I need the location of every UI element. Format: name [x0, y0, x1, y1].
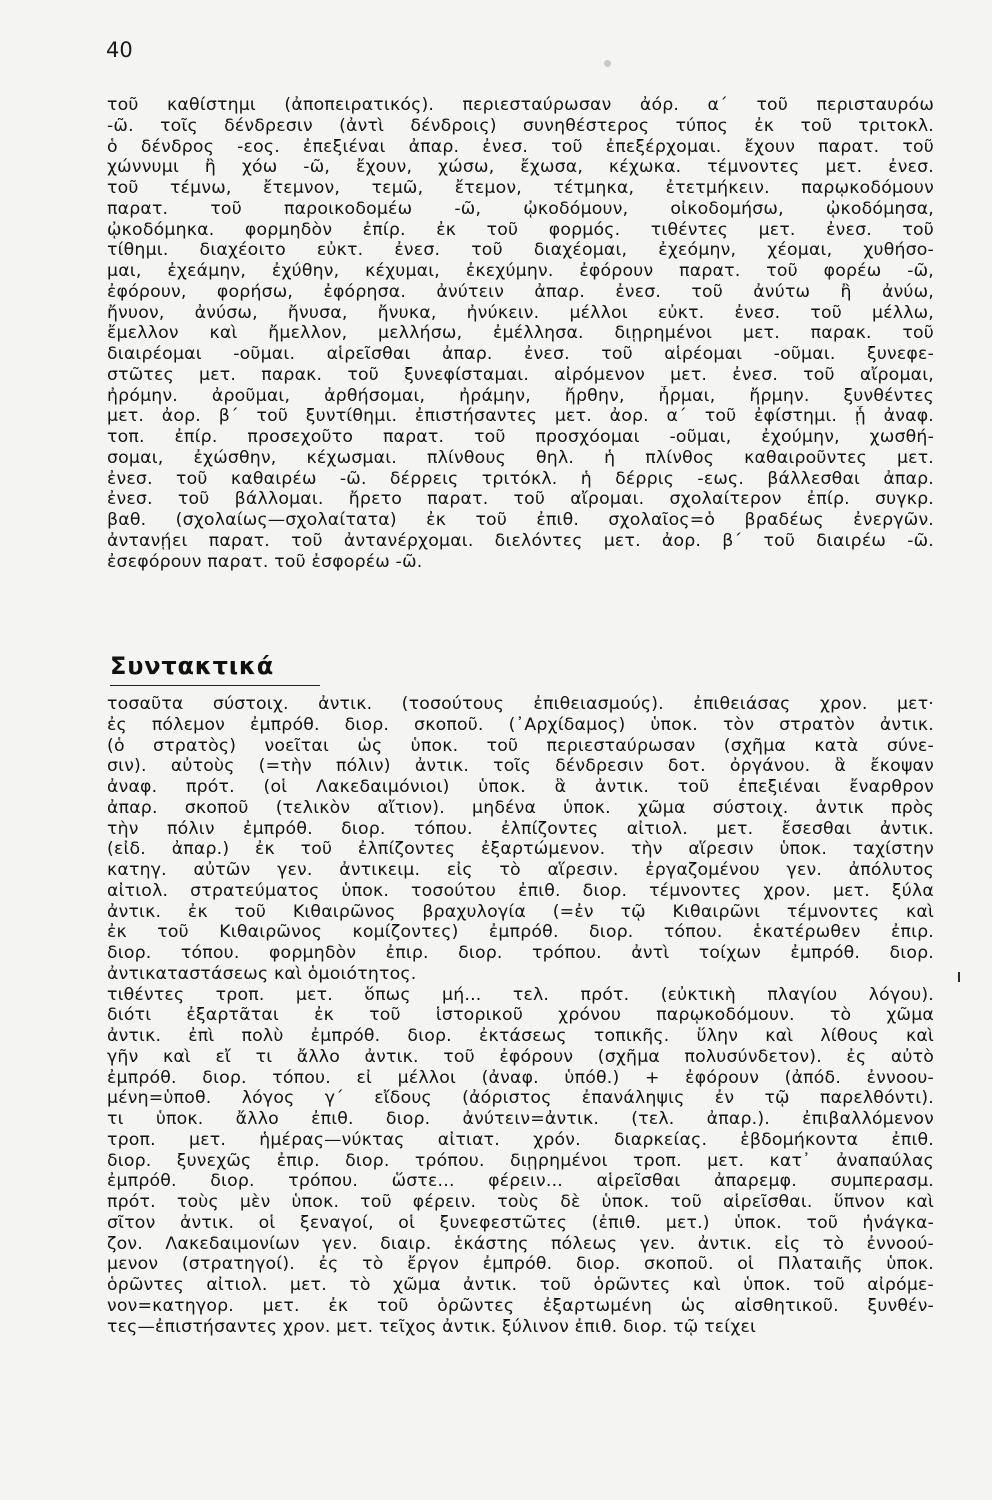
text-line: πρότ. τοὺς μὲν ὑποκ. τοῦ φέρειν. τοὺς δὲ ὑποκ. τοῦ αἱρεῖσθαι. ὕπνον καὶ — [107, 1192, 934, 1212]
text-line: τροπ. μετ. ἡμέρας—νύκτας αἰτιατ. χρόν. διαρκείας. ἑβδομήκοντα ἐπιθ. — [107, 1129, 934, 1150]
text-line: χώννυμι ἢ χόω -ῶ, ἔχουν, χώσω, ἔχωσα, κέχωκα. τέμνοντες μετ. ἐνεσ. — [107, 157, 934, 178]
text-line: διορ. ξυνεχῶς ἐπιρ. διορ. τρόπου. διῃρημένοι τροπ. μετ. κατ᾿ ἀναπαύλας — [107, 1150, 934, 1171]
text-line: ἀντικ. ἐκ τοῦ Κιθαιρῶνος βραχυλογία (=ἐν τῷ Κιθαιρῶνι τέμνοντες καὶ — [107, 901, 934, 922]
syntax-paragraph — [107, 694, 934, 1337]
text-line: παρατ. τοῦ παροικοδομέω -ῶ, ᾠκοδόμουν, οἰκοδομήσω, ᾠκοδόμησα, — [107, 198, 934, 219]
text-line: (εἰδ. ἀπαρ.) ἐκ τοῦ ἐλπίζοντες ἐξαρτώμενον. τὴν αἵρεσιν ὑποκ. ταχίστην — [107, 839, 934, 860]
text-line: ἔμελλον καὶ ἤμελλον, μελλήσω, ἐμέλλησα. διῃρημένοι μετ. παρακ. τοῦ — [107, 323, 934, 344]
text-line: στῶτες μετ. παρακ. τοῦ ξυνεφίσταμαι. αἰρόμενον μετ. ἐνεσ. τοῦ αἴρομαι, — [107, 364, 934, 385]
page-number: 40 — [106, 38, 133, 62]
text-line: (ὁ στρατὸς) νοεῖται ὡς ὑποκ. τοῦ περιεσταύρωσαν (σχῆμα κατὰ σύνε- — [107, 735, 934, 756]
text-line: -ῶ. τοῖς δένδρεσιν (ἀντὶ δένδροις) συνηθέστερος τύπος ἐκ τοῦ τριτοκλ. — [107, 115, 934, 136]
text-line: ἠρόμην. ἀροῦμαι, ἀρθήσομαι, ἠράμην, ἤρθην, ἦρμαι, ἤρμην. ξυνθέντες — [107, 385, 934, 406]
text-line: ἐσεφόρουν παρατ. τοῦ ἐσφορέω -ῶ. — [107, 551, 423, 572]
text-line: μετ. ἀορ. β΄ τοῦ ξυντίθημι. ἐπιστήσαντες μετ. ἀορ. α΄ τοῦ ἐφίστημι. ᾗ ἀναφ. — [107, 406, 934, 427]
text-line: διαιρέομαι -οῦμαι. αἱρεῖσθαι ἀπαρ. ἐνεσ. τοῦ αἱρέομαι -οῦμαι. ξυνεφε- — [107, 344, 934, 364]
text-line: σιν). αὐτοὺς (=τὴν πόλιν) ἀντικ. τοῖς δένδρεσιν δοτ. ὀργάνου. ἃ ἔκοψαν — [107, 756, 934, 777]
text-line: ἐφόρουν, φορήσω, ἐφόρησα. ἀνύτειν ἀπαρ. ἐνεσ. τοῦ ἀνύτω ἢ ἀνύω, — [107, 281, 934, 302]
margin-mark — [958, 972, 960, 982]
text-line: μένη=ὑποθ. λόγος γ΄ εἴδους (ἀόριστος ἐπανάληψις ἐν τῷ παρελθόντι). — [107, 1088, 934, 1109]
text-line: αἰτιολ. στρατεύματος ὑποκ. τοσούτου ἐπιθ. διορ. τέμνοντες χρον. μετ. ξύλα — [107, 880, 934, 901]
text-line: γῆν καὶ εἴ τι ἄλλο ἀντικ. τοῦ ἐφόρουν (σχῆμα πολυσύνδετον). ἐς αὐτὸ — [107, 1046, 934, 1067]
text-line: κατηγ. αὐτῶν γεν. ἀντικειμ. εἰς τὸ αἵρεσιν. ἐργαζομένου γεν. ἀπόλυτος — [107, 860, 934, 880]
text-line: ἐμπρόθ. διορ. τρόπου. ὥστε... φέρειν... αἱρεῖσθαι ἀπαρεμφ. συμπερασμ. — [107, 1171, 934, 1192]
text-line: ὁρῶντες αἰτιολ. μετ. τὸ χῶμα ἀντικ. τοῦ ὁρῶντες καὶ ὑποκ. τοῦ αἰρόμε- — [107, 1275, 934, 1295]
text-line: ὁ δένδρος -εος. ἐπεξιέναι ἀπαρ. ἐνεσ. τοῦ ἐπεξέρχομαι. ἔχουν παρατ. τοῦ — [107, 136, 934, 157]
text-line: τιθέντες τροπ. μετ. ὅπως μή... τελ. πρότ. (εὐκτικὴ πλαγίου λόγου). — [107, 984, 934, 1005]
text-line: διότι ἐξαρτᾶται ἐκ τοῦ ἱστορικοῦ χρόνου παρῳκοδόμουν. τὸ χῶμα — [107, 1005, 934, 1026]
text-line: μαι, ἐχεάμην, ἐχύθην, κέχυμαι, ἐκεχύμην. ἐφόρουν παρατ. τοῦ φορέω -ῶ, — [107, 261, 934, 281]
text-line: νον=κατηγορ. μετ. ἐκ τοῦ ὁρῶντες ἐξαρτωμένη ὡς αἰσθητικοῦ. ξυνθέν- — [107, 1295, 934, 1316]
section-heading: Συντακτικά — [110, 652, 275, 680]
text-line: τὴν πόλιν ἐμπρόθ. διορ. τόπου. ἐλπίζοντες αἰτιολ. μετ. ἔσεσθαι ἀντικ. — [107, 818, 934, 839]
text-line: σομαι, ἐχώσθην, κέχωσμαι. πλίνθους θηλ. ἡ πλίνθος καθαιροῦντες μετ. — [107, 447, 934, 468]
text-line: τες—ἐπιστήσαντες χρον. μετ. τεῖχος ἀντικ. ξύλινον ἐπιθ. διορ. τῷ τείχει — [107, 1316, 757, 1337]
text-line: ἀντικαταστάσεως καὶ ὁμοιότητος. — [107, 963, 417, 984]
text-line: διορ. τόπου. φορμηδὸν ἐπιρ. διορ. τρόπου. ἀντὶ τοίχων ἐμπρόθ. διορ. — [107, 943, 934, 963]
text-line: ἀναφ. πρότ. (οἱ Λακεδαιμόνιοι) ὑποκ. ἃ ἀντικ. τοῦ ἐπεξιέναι ἔναρθρον — [107, 777, 934, 797]
text-line: τοπ. ἐπίρ. προσεχοῦτο παρατ. τοῦ προσχόομαι -οῦμαι, ἐχούμην, χωσθή- — [107, 427, 934, 447]
vocabulary-paragraph — [107, 95, 934, 572]
text-line: μενον (στρατηγοί). ἐς τὸ ἔργον ἐμπρόθ. διορ. σκοποῦ. οἱ Πλαταιῆς ὑποκ. — [107, 1254, 934, 1275]
text-line: βαθ. (σχολαίως—σχολαίτατα) ἐκ τοῦ ἐπιθ. σχολαῖος=ὁ βραδέως ἐνεργῶν. — [107, 510, 934, 530]
paper-speck — [604, 60, 611, 67]
text-line: σῖτον ἀντικ. οἱ ξεναγοί, οἱ ξυνεφεστῶτες (ἐπιθ. μετ.) ὑποκ. τοῦ ἠνάγκα- — [107, 1212, 934, 1233]
text-line: ἀντικ. ἐπὶ πολὺ ἐμπρόθ. διορ. ἐκτάσεως τοπικῆς. ὕλην καὶ λίθους καὶ — [107, 1026, 934, 1046]
text-line: ἀντανῄει παρατ. τοῦ ἀντανέρχομαι. διελόντες μετ. ἀορ. β΄ τοῦ διαιρέω -ῶ. — [107, 530, 934, 551]
text-line: ἐμπρόθ. διορ. τόπου. εἰ μέλλοι (ἀναφ. ὑπόθ.) + ἐφόρουν (ἀπόδ. ἐννοου- — [107, 1067, 934, 1088]
text-line: ἐκ τοῦ Κιθαιρῶνος κομίζοντες) ἐμπρόθ. διορ. τόπου. ἑκατέρωθεν ἐπιρ. — [107, 922, 934, 943]
text-line: ἐς πόλεμον ἐμπρόθ. διορ. σκοποῦ. (᾿Αρχίδαμος) ὑποκ. τὸν στρατὸν ἀντικ. — [107, 714, 934, 735]
text-line: τοῦ τέμνω, ἔτεμνον, τεμῶ, ἔτεμον, τέτμηκα, ἐτετμήκειν. παρῳκοδόμουν — [107, 178, 934, 198]
text-line: ἀπαρ. σκοποῦ (τελικὸν αἴτιον). μηδένα ὑποκ. χῶμα σύστοιχ. ἀντικ πρὸς — [107, 797, 934, 818]
text-line: τίθημι. διαχέοιτο εὐκτ. ἐνεσ. τοῦ διαχέομαι, ἐχεόμην, χέομαι, χυθήσο- — [107, 240, 934, 261]
text-line: ζον. Λακεδαιμονίων γεν. διαιρ. ἑκάστης πόλεως γεν. ἀντικ. εἰς τὸ ἐννοού- — [107, 1233, 934, 1254]
text-line: ἐνεσ. τοῦ καθαιρέω -ῶ. δέρρεις τριτόκλ. ἡ δέρρις -εως. βάλλεσθαι ἀπαρ. — [107, 468, 934, 489]
text-line: ᾠκοδόμηκα. φορμηδὸν ἐπίρ. ἐκ τοῦ φορμός. τιθέντες μετ. ἐνεσ. τοῦ — [107, 219, 934, 240]
text-line: ἐνεσ. τοῦ βάλλομαι. ἤρετο παρατ. τοῦ αἴρομαι. σχολαίτερον ἐπίρ. συγκρ. — [107, 489, 934, 510]
text-line: τοσαῦτα σύστοιχ. ἀντικ. (τοσούτους ἐπιθειασμούς). ἐπιθειάσας χρον. μετ· — [107, 694, 934, 714]
text-line: τοῦ καθίστημι (ἀποπειρατικός). περιεσταύρωσαν ἀόρ. α΄ τοῦ περισταυρόω — [107, 95, 934, 115]
text-line: ἤνυον, ἀνύσω, ἤνυσα, ἤνυκα, ἠνύκειν. μέλλοι εὐκτ. ἐνεσ. τοῦ μέλλω, — [107, 302, 934, 323]
heading-underline — [110, 685, 320, 686]
text-line: τι ὑποκ. ἄλλο ἐπιθ. διορ. ἀνύτειν=ἀντικ. (τελ. ἀπαρ.). ἐπιβαλλόμενον — [107, 1109, 934, 1129]
